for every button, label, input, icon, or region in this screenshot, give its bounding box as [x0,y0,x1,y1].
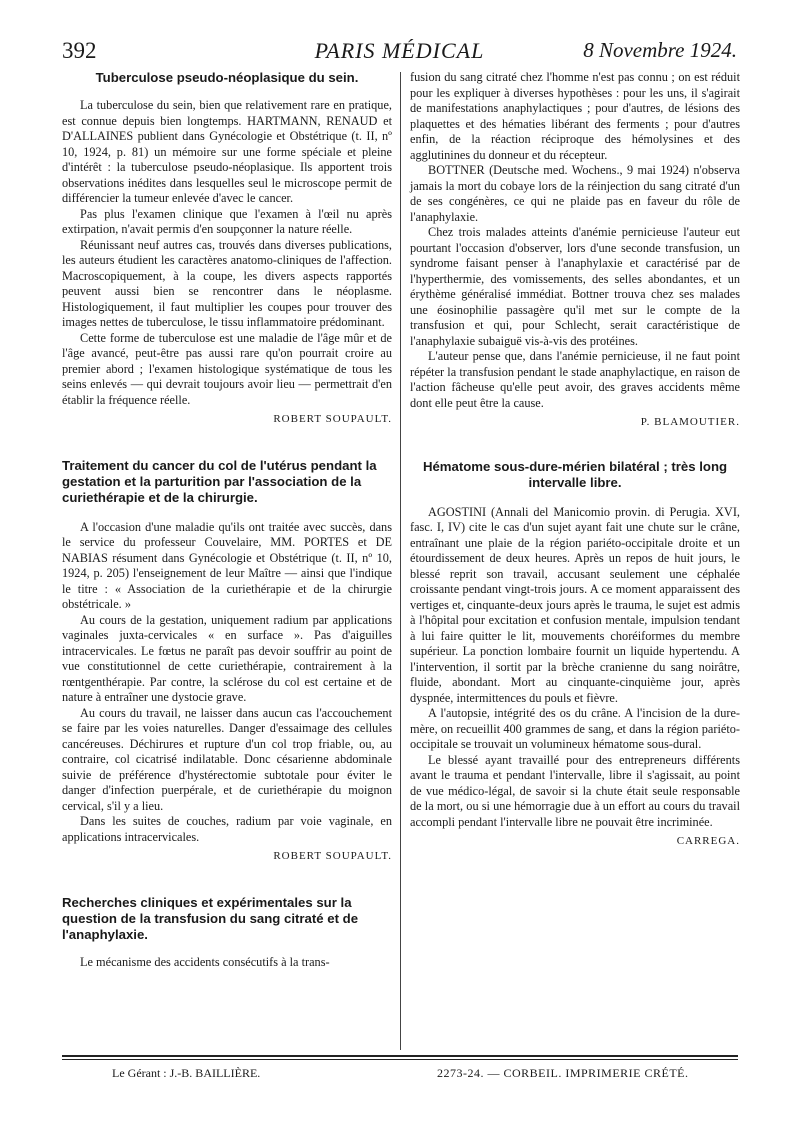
article-title: Recherches cliniques et expérimentales sur la question de la transfusion du sang citraté et de l'anaphylaxie. [62,894,359,942]
article-paragraph: Le mécanisme des accidents consécutifs à la trans- [80,954,330,969]
footer-gerant: Le Gérant : J.-B. BAILLIÈRE. [112,1066,261,1080]
journal-title: PARIS MÉDICAL [314,38,485,63]
article-paragraph: fusion du sang citraté chez l'homme n'est pas connu ; on est réduit pour les expliquer à diverses hypothèses : pour les uns, il s'agirait de manifestations anaphylactiques ; pour d'autres, de lésions des plaquettes et des hématies libérant des ferments ; pour d'autres enfin, de la réaction réciproque des hémolysines et des agglutinines du donneur et du récepteur. [410,70,740,162]
article-paragraph: BOTTNER (Deutsche med. Wochens., 9 mai 1924) n'observa jamais la mort du cobaye lors de la réinjection du sang citraté d'un de ses congénères, ce qui ne plaide pas en faveur du rôle de l'anaphylaxie. [410,163,740,224]
page-header [62,38,737,68]
article-paragraph: Au cours de la gestation, uniquement radium par applications vaginales juxta-cervicales « en surface ». Pas d'aiguilles intracervicales. Le fœtus ne paraît pas devoir souffrir au point de vue constitutionnel de cette curiethérapie, contrairement à la rœntgenthérapie. Par contre, la sclérose du col est certaine et de nature à entraîner une dystocie grave. [62,612,392,704]
footer-rule [62,1055,738,1057]
article-signature: ROBERT SOUPAULT. [273,413,392,425]
issue-date: 8 Novembre 1924. [583,38,737,62]
right-column [410,70,740,850]
article-paragraph: AGOSTINI (Annali del Manicomio provin. di Perugia. XVI, fasc. I, IV) cite le cas d'un sujet ayant fait une chute sur le crâne, entraînant une plaie de la région pariéto-occipitale droite et un étourdissement de deux heures. Après un repos de huit jours, le blessé reprit son travail, accusant seulement une céphalée croissante pendant vingt-trois jours. A ce moment apparaissent des vertiges et, cinquante-deux jours après le trauma, le sujet est admis à l'hôpital pour excitation et confusion mentale, impulsion tendant à lui faire quitter le lit, mouvements choréiformes du membre supérieur. La ponction lombaire fournit un liquide hypertendu. A l'intervention, il sortit par la brèche cranienne du sang noirâtre, fluide, abondant. Mort au cinquante-cinquième jour, après dyspnée, intermittences du pouls et fièvre. [410,504,740,705]
article-paragraph: Réunissant neuf autres cas, trouvés dans diverses publications, les auteurs étudient les caractères anatomo-cliniques de l'affection. Macroscopiquement, à la coupe, les divers aspects rapportés peuvent aussi bien se rencontrer dans le néoplasme. Histologiquement, il faut multiplier les coupes pour trouver des images nettes de tuberculose, le tissu inflammatoire prédominant. [62,237,392,329]
left-column [62,70,392,970]
article-paragraph: Dans les suites de couches, radium par voie vaginale, en applications intracervicales. [62,814,392,844]
article-title: Traitement du cancer du col de l'utérus pendant la gestation et la parturition par l'association de la curiethérapie et de la chirurgie. [62,457,377,505]
article-paragraph: Pas plus l'examen clinique que l'examen à l'œil nu après extirpation, n'avait permis d'en soupçonner la nature réelle. [62,206,392,236]
article-signature: P. BLAMOUTIER. [640,416,740,428]
article-paragraph: La tuberculose du sein, bien que relativement rare en pratique, est connue depuis bien longtemps. HARTMANN, RENAUD et D'ALLAINES publient dans Gynécologie et Obstétrique (t. II, nº 10, 1924, p. 81) un mémoire sur une forme spéciale et pleine d'intérêt : la tuberculose pseudo-néoplasique. Ils apportent trois observations inédites dans lesquelles seul le microscope permit de différencier la tumeur enlevée d'avec le cancer. [62,98,392,205]
article-paragraph: Au cours du travail, ne laisser dans aucun cas l'accouchement se faire par les voies naturelles. Danger d'essaimage des cellules cancéreuses. Déchirures et rupture d'un col trop friable, ou, au contraire, col cicatrisé indilatable. Donc césarienne abdominale suivie de préférence d'hystérectomie subtotale pour éviter le danger d'infection puerpérale, et de curiethérapie du moignon cervical, s'il y a lieu. [62,705,392,813]
article-paragraph: Le blessé ayant travaillé pour des entrepreneurs différents avant le trauma et pendant l'intervalle, libre il s'agissait, au point de vue médico-légal, de savoir si la chute était seule responsable de la mort, ou si une hémorragie due à un effort au cours du travail accompli pendant l'intervalle libre ne pouvait être incriminée. [410,752,740,829]
column-divider [400,72,401,1050]
article-signature: CARREGA. [676,835,740,847]
article-title: Hématome sous-dure-mérien bilatéral ; très long intervalle libre. [422,458,728,490]
article-paragraph: L'auteur pense que, dans l'anémie pernicieuse, il ne faut point répéter la transfusion pendant le stade anaphylactique, en raison de l'action fâcheuse qu'elle peut avoir, des graves accidents même dont elle peut être la cause. [410,349,740,410]
article-paragraph: A l'autopsie, intégrité des os du crâne. A l'incision de la dure-mère, on recueillit 400 grammes de sang, et dans la région pariéto-occipitale se trouvait un volumineux hématome sous-dural. [410,706,740,751]
article-signature: ROBERT SOUPAULT. [273,850,392,862]
article-paragraph: A l'occasion d'une maladie qu'ils ont traitée avec succès, dans le service du professeur Couvelaire, MM. PORTES et DE NABIAS résument dans Gynécologie et Obstétrique (t. II, nº 10, 1924, p. 205) l'enseignement de leur Maître — ainsi que l'indique le titre : « Association de la curiethérapie et de la chirurgie obstétricale. » [62,519,392,611]
page-number: 392 [62,38,97,63]
footer-imprimerie: 2273-24. — CORBEIL. IMPRIMERIE CRÉTÉ. [437,1066,689,1080]
footer-rule [62,1059,738,1060]
article-paragraph: Cette forme de tuberculose est une maladie de l'âge mûr et de l'âge avancé, peut-être pas aussi rare qu'on pourrait croire au premier abord ; l'examen histologique systématique de tous les seins enlevés — qui devrait toujours avoir lieu — permettrait d'en établir la fréquence réelle. [62,330,392,407]
article-title: Tuberculose pseudo-néoplasique du sein. [95,70,359,85]
article-paragraph: Chez trois malades atteints d'anémie pernicieuse l'auteur eut pourtant l'occasion d'observer, lors d'une seconde transfusion, un syndrome faisant penser à l'anaphylaxie et caractérisé par de l'hyperthermie, des vomissements, des selles abondantes, et un érythème généralisé immédiat. Bottner trouva chez ses malades une éosinophilie passagère qu'il met sur le compte de la transfusion et qui, pour Schlecht, serait caractéristique de l'anaphylaxie subaiguë vis-à-vis des protéines. [410,225,740,348]
